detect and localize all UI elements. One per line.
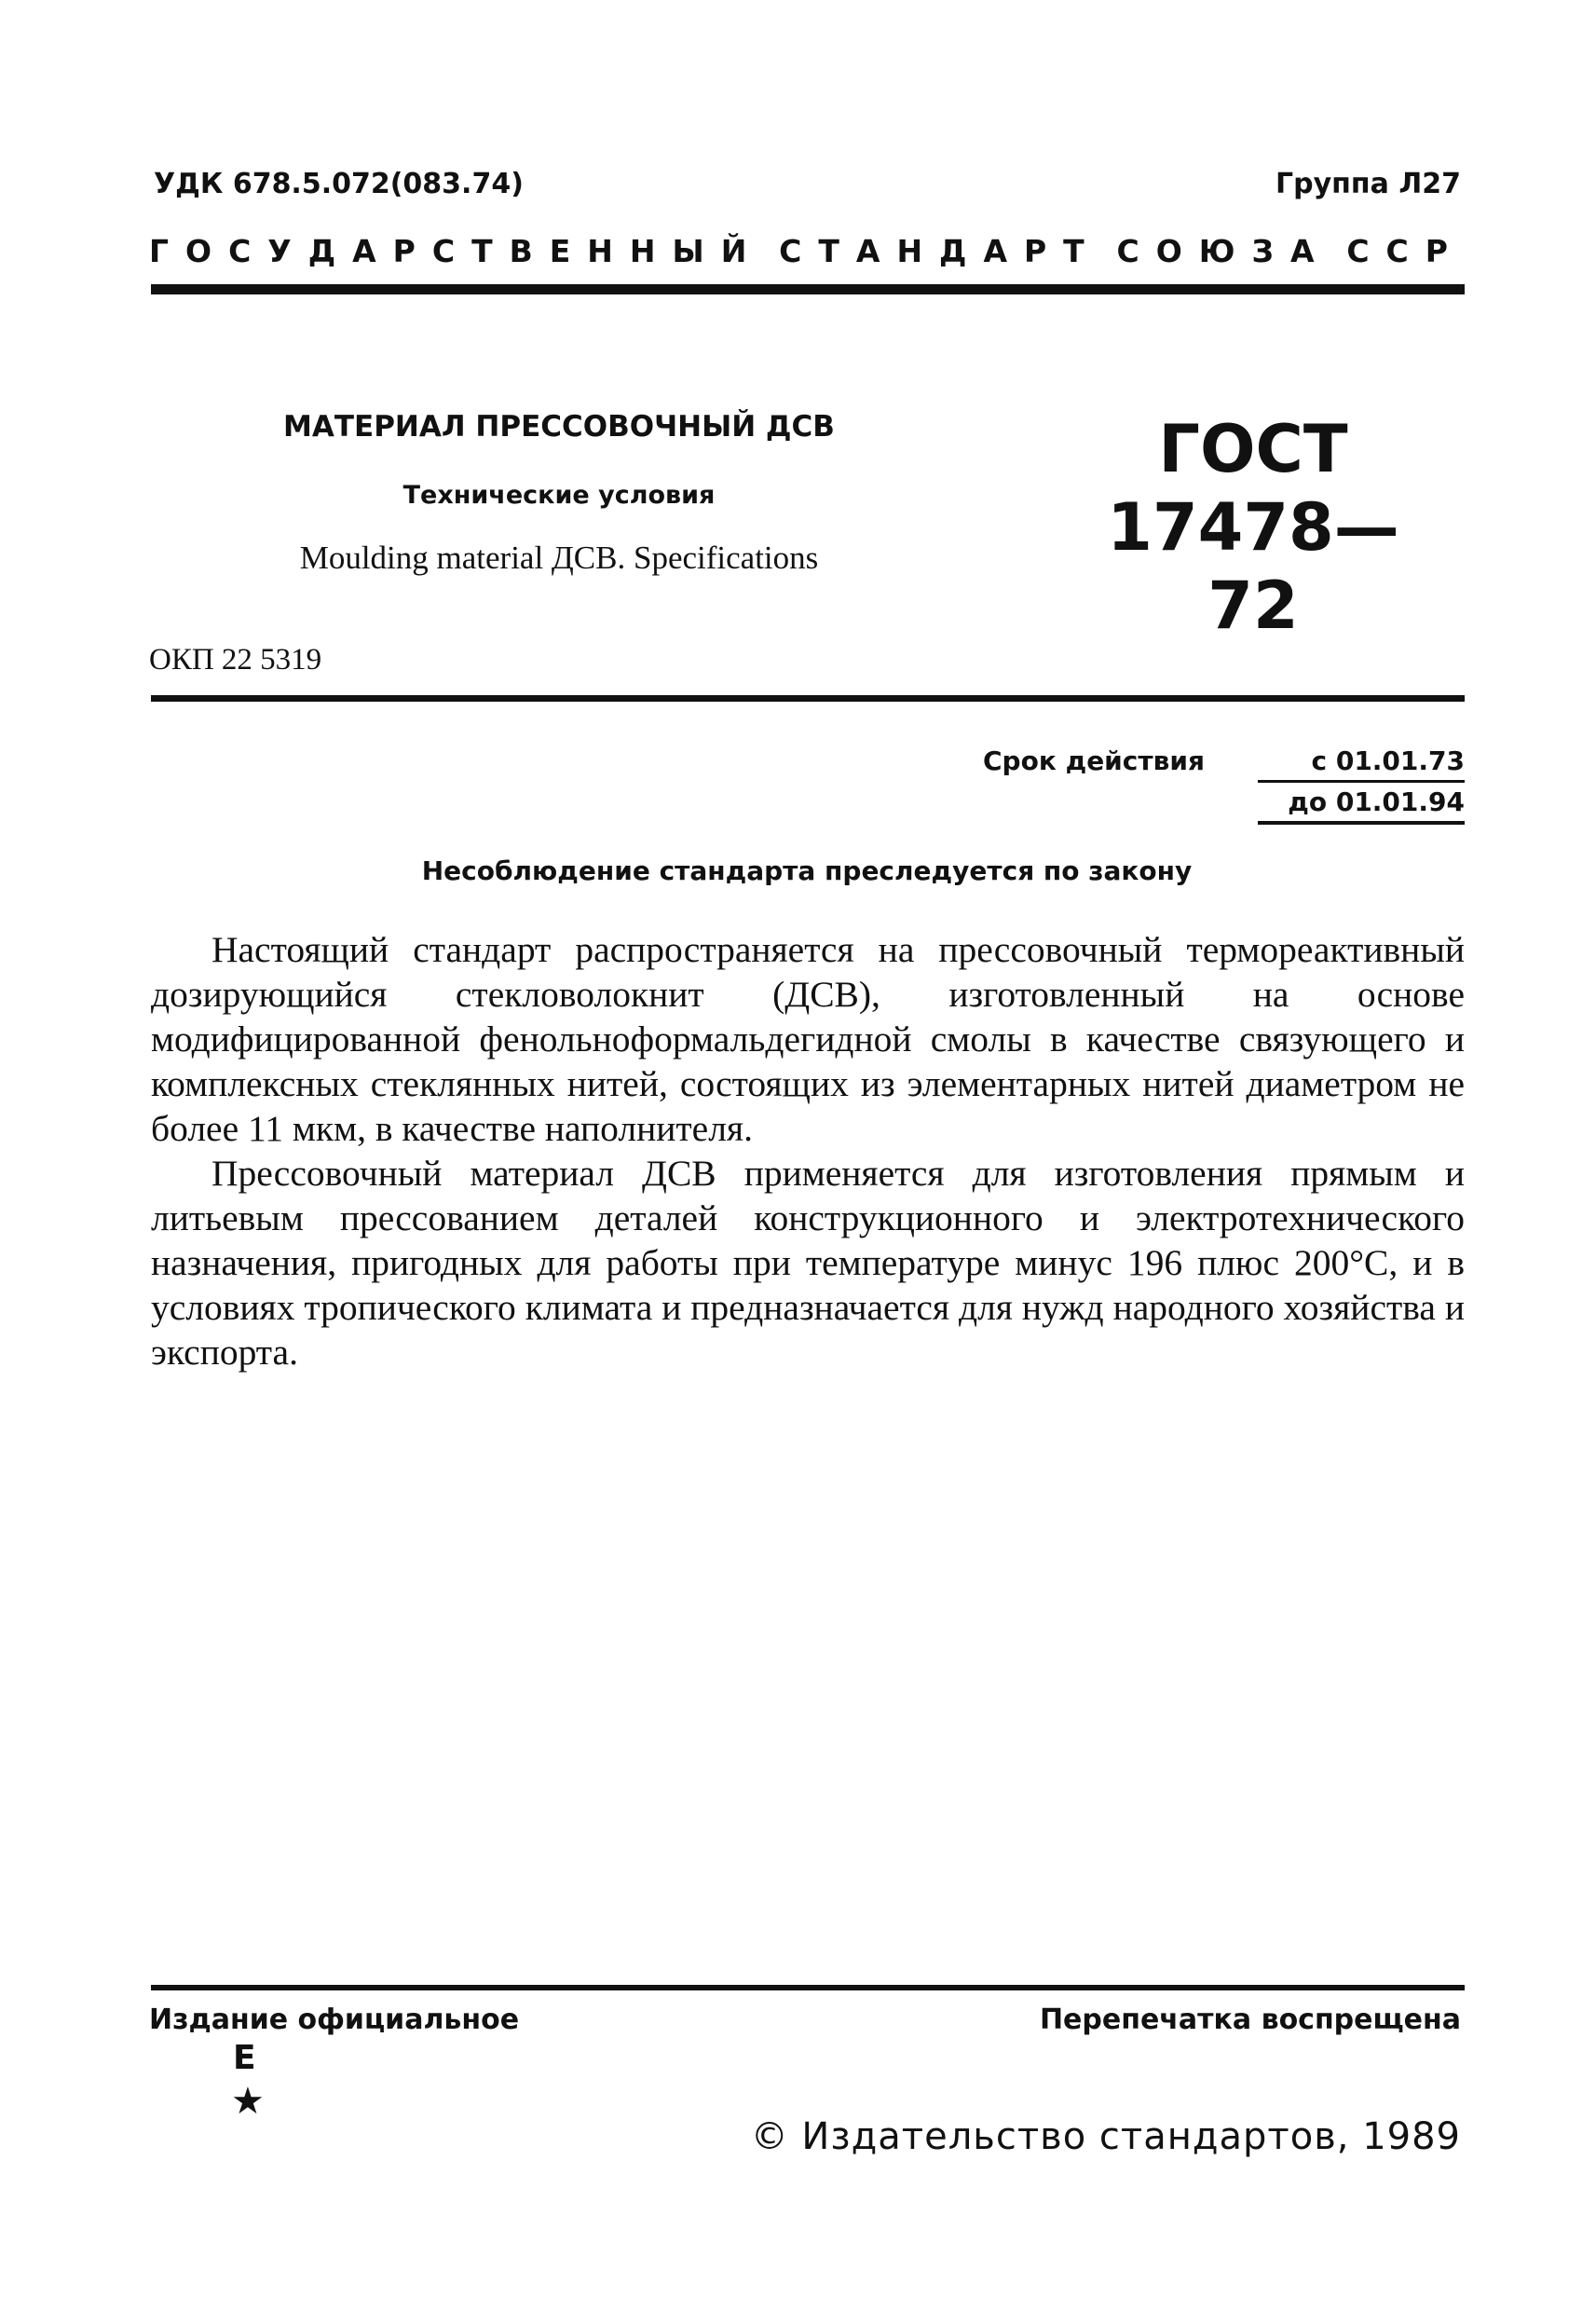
reprint-prohibited: Перепечатка воспрещена (1039, 2003, 1461, 2036)
english-title: Moulding material ДСВ. Specifications (299, 540, 819, 576)
paragraph-scope: Настоящий стандарт распространяется на прессовочный термореактивный дозирующийся стекловолокнит (ДСВ), изготовленный на основе модифицированной фенольноформальдегидной смолы в качестве связующего и комплексных стеклянных нитей, состоящих из элементарных нитей диаметром не более 11 мкм, в качестве наполнителя. (151, 929, 1465, 1149)
footer-divider (151, 1985, 1465, 1990)
title-divider (151, 695, 1465, 702)
publisher-copyright: © Издательство стандартов, 1989 (750, 2115, 1461, 2158)
material-title: МАТЕРИАЛ ПРЕССОВОЧНЫЙ ДСВ (283, 410, 835, 444)
heading-word-4: ССР (1346, 233, 1465, 269)
validity-label: Срок действия (983, 745, 1205, 776)
state-standard-heading (149, 233, 1465, 269)
technical-conditions: Технические условия (402, 481, 716, 510)
heading-word-1: ГОСУДАРСТВЕННЫЙ (149, 233, 764, 269)
header-divider (151, 284, 1465, 294)
official-edition: Издание официальное (149, 2003, 520, 2036)
body-text (151, 927, 1465, 1374)
paragraph-application: Прессовочный материал ДСВ применяется для изготовления прямым и литьевым прессованием деталей конструкционного и электротехнического назначения, пригодных для работы при температуре минус 196 плюс 200°С, и в условиях тропического климата и предназначается для нужд народного хозяйства и экспорта. (151, 1153, 1465, 1373)
legal-notice: Несоблюдение стандарта преследуется по закону (421, 855, 1193, 886)
gost-code: 17478—72 (1107, 489, 1399, 644)
gost-label: ГОСТ (1158, 411, 1348, 487)
title-block (233, 410, 885, 577)
heading-word-2: СТАНДАРТ (779, 233, 1101, 269)
star-icon: ★ (231, 2080, 265, 2123)
validity-dates (1258, 745, 1465, 825)
e-mark: Е (233, 2039, 256, 2077)
heading-word-3: СОЮЗА (1116, 233, 1331, 269)
validity-to: до 01.01.94 (1258, 783, 1465, 825)
gost-number (1099, 410, 1407, 645)
udk-code: УДК 678.5.072(083.74) (154, 168, 524, 200)
group-code: Группа Л27 (1275, 168, 1461, 200)
okp-code: ОКП 22 5319 (149, 643, 322, 677)
validity-from: с 01.01.73 (1258, 745, 1465, 783)
